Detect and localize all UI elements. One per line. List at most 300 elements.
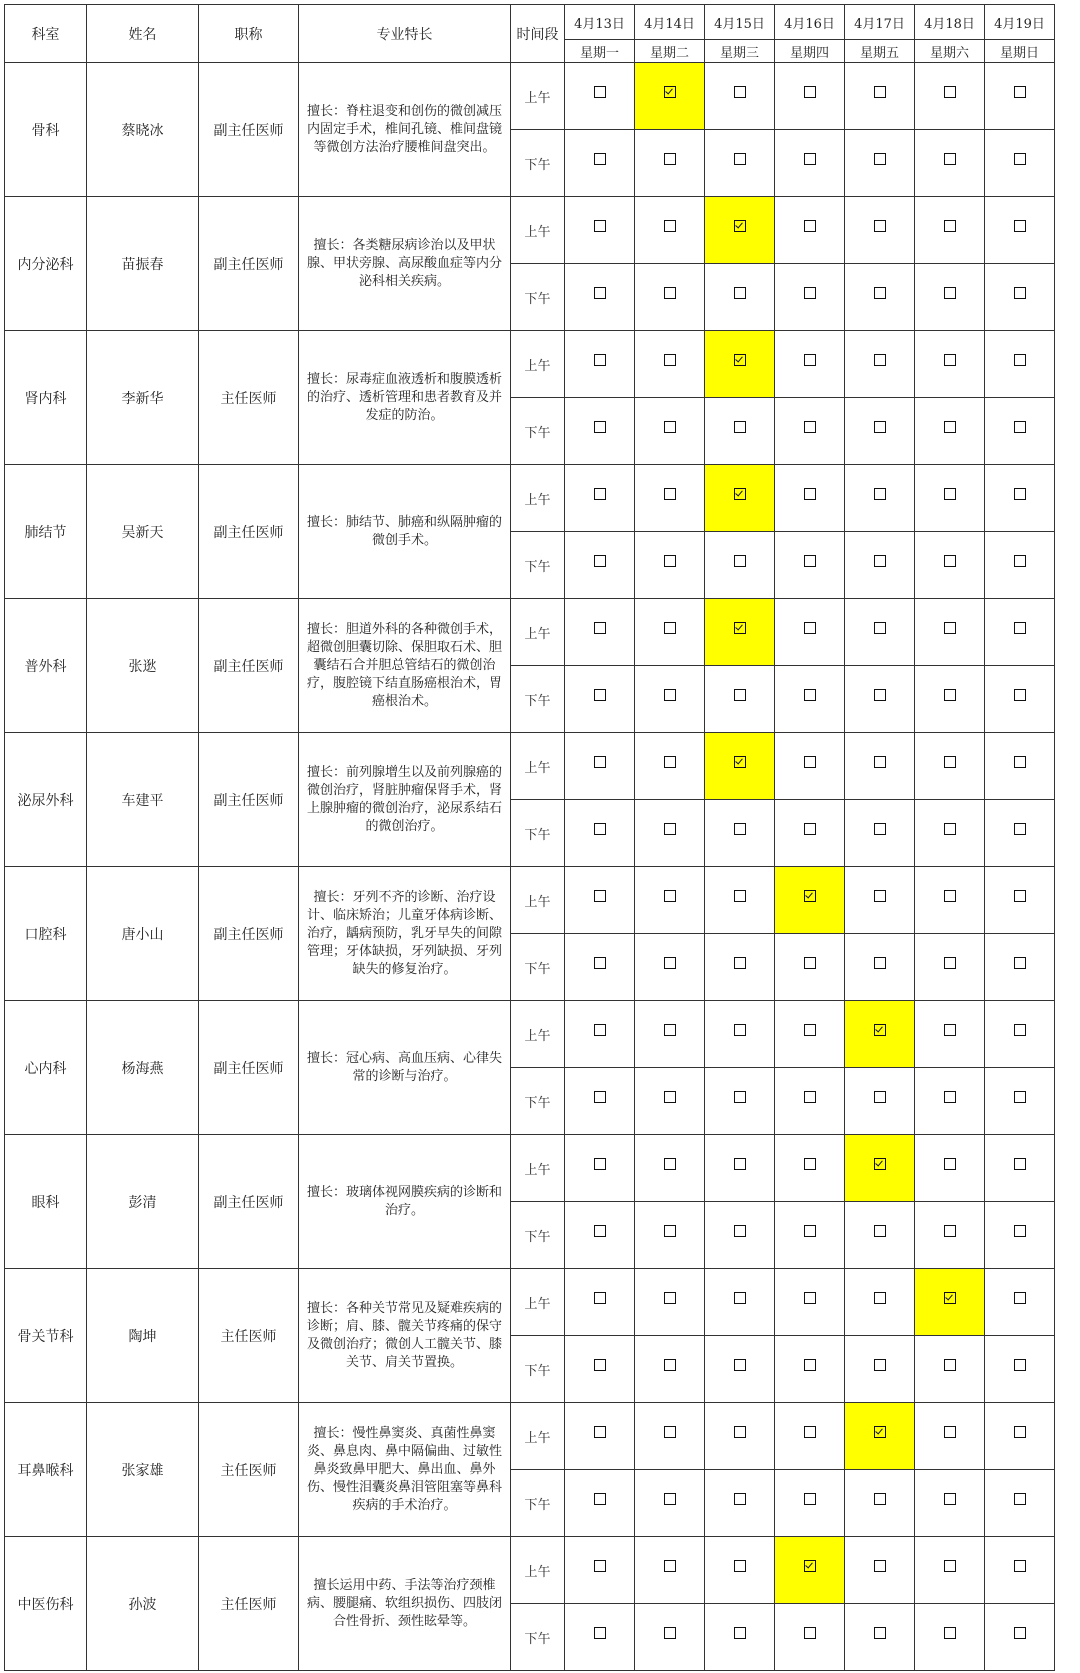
checked-box-icon[interactable] — [874, 1158, 886, 1170]
checkbox-icon[interactable] — [944, 689, 956, 701]
checkbox-icon[interactable] — [734, 153, 746, 165]
checkbox-icon[interactable] — [594, 287, 606, 299]
day-cell[interactable] — [985, 1202, 1055, 1269]
day-cell[interactable] — [915, 1135, 985, 1202]
checkbox-icon[interactable] — [594, 1024, 606, 1036]
day-cell[interactable] — [845, 1135, 915, 1202]
day-cell[interactable] — [845, 398, 915, 465]
checkbox-icon[interactable] — [734, 1627, 746, 1639]
checkbox-icon[interactable] — [874, 1560, 886, 1572]
day-cell[interactable] — [565, 1336, 635, 1403]
checkbox-icon[interactable] — [594, 957, 606, 969]
day-cell[interactable] — [565, 465, 635, 532]
checkbox-icon[interactable] — [804, 488, 816, 500]
day-cell[interactable] — [635, 1470, 705, 1537]
checkbox-icon[interactable] — [594, 488, 606, 500]
checkbox-icon[interactable] — [944, 1359, 956, 1371]
checkbox-icon[interactable] — [944, 1158, 956, 1170]
day-cell[interactable] — [985, 1604, 1055, 1671]
day-cell[interactable] — [845, 934, 915, 1001]
checkbox-icon[interactable] — [664, 957, 676, 969]
checkbox-icon[interactable] — [1014, 555, 1026, 567]
checkbox-icon[interactable] — [944, 756, 956, 768]
checked-box-icon[interactable] — [874, 1426, 886, 1438]
day-cell[interactable] — [705, 733, 775, 800]
day-cell[interactable] — [775, 465, 845, 532]
checkbox-icon[interactable] — [944, 1091, 956, 1103]
day-cell[interactable] — [915, 1403, 985, 1470]
checkbox-icon[interactable] — [804, 1426, 816, 1438]
checkbox-icon[interactable] — [594, 689, 606, 701]
checked-box-icon[interactable] — [734, 622, 746, 634]
checked-box-icon[interactable] — [734, 354, 746, 366]
day-cell[interactable] — [845, 867, 915, 934]
day-cell[interactable] — [985, 800, 1055, 867]
checkbox-icon[interactable] — [874, 1292, 886, 1304]
day-cell[interactable] — [775, 1537, 845, 1604]
checkbox-icon[interactable] — [1014, 622, 1026, 634]
checked-box-icon[interactable] — [874, 1024, 886, 1036]
checkbox-icon[interactable] — [1014, 1292, 1026, 1304]
checkbox-icon[interactable] — [734, 1158, 746, 1170]
day-cell[interactable] — [705, 1537, 775, 1604]
day-cell[interactable] — [915, 599, 985, 666]
checkbox-icon[interactable] — [594, 1091, 606, 1103]
checkbox-icon[interactable] — [944, 957, 956, 969]
checked-box-icon[interactable] — [804, 890, 816, 902]
day-cell[interactable] — [775, 1403, 845, 1470]
day-cell[interactable] — [775, 599, 845, 666]
checkbox-icon[interactable] — [804, 287, 816, 299]
checkbox-icon[interactable] — [804, 1627, 816, 1639]
day-cell[interactable] — [635, 599, 705, 666]
checkbox-icon[interactable] — [664, 1560, 676, 1572]
day-cell[interactable] — [775, 934, 845, 1001]
day-cell[interactable] — [565, 867, 635, 934]
day-cell[interactable] — [775, 264, 845, 331]
day-cell[interactable] — [705, 800, 775, 867]
day-cell[interactable] — [845, 733, 915, 800]
checkbox-icon[interactable] — [874, 287, 886, 299]
day-cell[interactable] — [635, 63, 705, 130]
day-cell[interactable] — [845, 800, 915, 867]
checkbox-icon[interactable] — [1014, 823, 1026, 835]
checkbox-icon[interactable] — [594, 421, 606, 433]
day-cell[interactable] — [635, 264, 705, 331]
checkbox-icon[interactable] — [734, 1560, 746, 1572]
day-cell[interactable] — [635, 1068, 705, 1135]
day-cell[interactable] — [705, 599, 775, 666]
day-cell[interactable] — [985, 1403, 1055, 1470]
checkbox-icon[interactable] — [874, 756, 886, 768]
day-cell[interactable] — [845, 1202, 915, 1269]
day-cell[interactable] — [775, 800, 845, 867]
day-cell[interactable] — [775, 1604, 845, 1671]
day-cell[interactable] — [775, 1336, 845, 1403]
day-cell[interactable] — [845, 197, 915, 264]
checkbox-icon[interactable] — [594, 622, 606, 634]
day-cell[interactable] — [775, 1202, 845, 1269]
checkbox-icon[interactable] — [734, 1091, 746, 1103]
day-cell[interactable] — [845, 1001, 915, 1068]
day-cell[interactable] — [635, 1202, 705, 1269]
day-cell[interactable] — [915, 264, 985, 331]
checkbox-icon[interactable] — [594, 1158, 606, 1170]
day-cell[interactable] — [915, 398, 985, 465]
checkbox-icon[interactable] — [874, 153, 886, 165]
checkbox-icon[interactable] — [664, 1493, 676, 1505]
checkbox-icon[interactable] — [734, 1292, 746, 1304]
checkbox-icon[interactable] — [594, 354, 606, 366]
day-cell[interactable] — [635, 398, 705, 465]
day-cell[interactable] — [915, 800, 985, 867]
day-cell[interactable] — [565, 1537, 635, 1604]
checkbox-icon[interactable] — [1014, 1359, 1026, 1371]
day-cell[interactable] — [915, 1604, 985, 1671]
day-cell[interactable] — [705, 1269, 775, 1336]
day-cell[interactable] — [985, 331, 1055, 398]
day-cell[interactable] — [775, 398, 845, 465]
checkbox-icon[interactable] — [1014, 421, 1026, 433]
checkbox-icon[interactable] — [664, 1627, 676, 1639]
day-cell[interactable] — [845, 1336, 915, 1403]
checkbox-icon[interactable] — [804, 622, 816, 634]
day-cell[interactable] — [635, 666, 705, 733]
checkbox-icon[interactable] — [594, 1292, 606, 1304]
day-cell[interactable] — [985, 398, 1055, 465]
checkbox-icon[interactable] — [874, 421, 886, 433]
day-cell[interactable] — [635, 1001, 705, 1068]
day-cell[interactable] — [775, 63, 845, 130]
checkbox-icon[interactable] — [734, 890, 746, 902]
checkbox-icon[interactable] — [804, 689, 816, 701]
day-cell[interactable] — [915, 1537, 985, 1604]
checkbox-icon[interactable] — [1014, 957, 1026, 969]
day-cell[interactable] — [635, 130, 705, 197]
day-cell[interactable] — [985, 197, 1055, 264]
checkbox-icon[interactable] — [734, 287, 746, 299]
day-cell[interactable] — [915, 532, 985, 599]
checkbox-icon[interactable] — [874, 86, 886, 98]
day-cell[interactable] — [915, 733, 985, 800]
checkbox-icon[interactable] — [1014, 1024, 1026, 1036]
checkbox-icon[interactable] — [664, 1225, 676, 1237]
checkbox-icon[interactable] — [664, 622, 676, 634]
day-cell[interactable] — [635, 800, 705, 867]
checkbox-icon[interactable] — [734, 1024, 746, 1036]
day-cell[interactable] — [775, 1001, 845, 1068]
checkbox-icon[interactable] — [1014, 1560, 1026, 1572]
day-cell[interactable] — [565, 666, 635, 733]
checkbox-icon[interactable] — [944, 890, 956, 902]
day-cell[interactable] — [565, 733, 635, 800]
checkbox-icon[interactable] — [664, 890, 676, 902]
checkbox-icon[interactable] — [1014, 1426, 1026, 1438]
day-cell[interactable] — [635, 867, 705, 934]
checkbox-icon[interactable] — [594, 1560, 606, 1572]
checkbox-icon[interactable] — [664, 1359, 676, 1371]
checkbox-icon[interactable] — [944, 823, 956, 835]
day-cell[interactable] — [915, 666, 985, 733]
day-cell[interactable] — [635, 733, 705, 800]
day-cell[interactable] — [705, 465, 775, 532]
day-cell[interactable] — [845, 63, 915, 130]
day-cell[interactable] — [565, 197, 635, 264]
day-cell[interactable] — [635, 465, 705, 532]
checkbox-icon[interactable] — [944, 86, 956, 98]
checkbox-icon[interactable] — [1014, 1627, 1026, 1639]
checkbox-icon[interactable] — [734, 1359, 746, 1371]
checkbox-icon[interactable] — [874, 1359, 886, 1371]
checked-box-icon[interactable] — [734, 488, 746, 500]
day-cell[interactable] — [635, 934, 705, 1001]
checkbox-icon[interactable] — [1014, 287, 1026, 299]
checkbox-icon[interactable] — [944, 1225, 956, 1237]
checkbox-icon[interactable] — [944, 354, 956, 366]
checkbox-icon[interactable] — [804, 1359, 816, 1371]
day-cell[interactable] — [915, 1336, 985, 1403]
day-cell[interactable] — [565, 1403, 635, 1470]
checked-box-icon[interactable] — [734, 756, 746, 768]
checkbox-icon[interactable] — [734, 86, 746, 98]
checkbox-icon[interactable] — [1014, 86, 1026, 98]
checkbox-icon[interactable] — [804, 220, 816, 232]
checkbox-icon[interactable] — [594, 555, 606, 567]
checkbox-icon[interactable] — [734, 957, 746, 969]
day-cell[interactable] — [775, 733, 845, 800]
checkbox-icon[interactable] — [1014, 1493, 1026, 1505]
checkbox-icon[interactable] — [804, 86, 816, 98]
checkbox-icon[interactable] — [594, 1359, 606, 1371]
day-cell[interactable] — [915, 130, 985, 197]
day-cell[interactable] — [845, 1470, 915, 1537]
day-cell[interactable] — [565, 331, 635, 398]
day-cell[interactable] — [705, 532, 775, 599]
day-cell[interactable] — [915, 197, 985, 264]
day-cell[interactable] — [635, 1403, 705, 1470]
day-cell[interactable] — [985, 599, 1055, 666]
day-cell[interactable] — [635, 1604, 705, 1671]
checkbox-icon[interactable] — [664, 1091, 676, 1103]
day-cell[interactable] — [985, 465, 1055, 532]
day-cell[interactable] — [915, 1001, 985, 1068]
day-cell[interactable] — [705, 1068, 775, 1135]
day-cell[interactable] — [565, 264, 635, 331]
checked-box-icon[interactable] — [664, 86, 676, 98]
checkbox-icon[interactable] — [944, 555, 956, 567]
checkbox-icon[interactable] — [664, 555, 676, 567]
checkbox-icon[interactable] — [804, 1024, 816, 1036]
checkbox-icon[interactable] — [594, 86, 606, 98]
day-cell[interactable] — [845, 532, 915, 599]
checkbox-icon[interactable] — [874, 957, 886, 969]
day-cell[interactable] — [565, 1604, 635, 1671]
day-cell[interactable] — [915, 1269, 985, 1336]
day-cell[interactable] — [985, 1336, 1055, 1403]
day-cell[interactable] — [775, 532, 845, 599]
checkbox-icon[interactable] — [944, 1024, 956, 1036]
day-cell[interactable] — [845, 666, 915, 733]
day-cell[interactable] — [565, 130, 635, 197]
checkbox-icon[interactable] — [944, 1426, 956, 1438]
checkbox-icon[interactable] — [664, 220, 676, 232]
day-cell[interactable] — [565, 1135, 635, 1202]
day-cell[interactable] — [845, 1269, 915, 1336]
day-cell[interactable] — [985, 1470, 1055, 1537]
day-cell[interactable] — [705, 398, 775, 465]
day-cell[interactable] — [705, 331, 775, 398]
day-cell[interactable] — [565, 1068, 635, 1135]
day-cell[interactable] — [635, 1269, 705, 1336]
checkbox-icon[interactable] — [664, 354, 676, 366]
checkbox-icon[interactable] — [944, 622, 956, 634]
checkbox-icon[interactable] — [734, 421, 746, 433]
day-cell[interactable] — [565, 1269, 635, 1336]
day-cell[interactable] — [915, 1202, 985, 1269]
checkbox-icon[interactable] — [804, 756, 816, 768]
checkbox-icon[interactable] — [734, 1426, 746, 1438]
checkbox-icon[interactable] — [874, 488, 886, 500]
checkbox-icon[interactable] — [944, 488, 956, 500]
day-cell[interactable] — [845, 331, 915, 398]
day-cell[interactable] — [775, 130, 845, 197]
checkbox-icon[interactable] — [874, 1627, 886, 1639]
day-cell[interactable] — [565, 1470, 635, 1537]
checkbox-icon[interactable] — [734, 823, 746, 835]
day-cell[interactable] — [985, 934, 1055, 1001]
checkbox-icon[interactable] — [594, 153, 606, 165]
day-cell[interactable] — [705, 666, 775, 733]
checkbox-icon[interactable] — [594, 220, 606, 232]
day-cell[interactable] — [635, 1135, 705, 1202]
checkbox-icon[interactable] — [664, 823, 676, 835]
day-cell[interactable] — [915, 867, 985, 934]
day-cell[interactable] — [985, 867, 1055, 934]
checkbox-icon[interactable] — [734, 1225, 746, 1237]
day-cell[interactable] — [705, 1470, 775, 1537]
day-cell[interactable] — [775, 867, 845, 934]
checkbox-icon[interactable] — [664, 287, 676, 299]
day-cell[interactable] — [705, 867, 775, 934]
checkbox-icon[interactable] — [804, 957, 816, 969]
checkbox-icon[interactable] — [944, 287, 956, 299]
checkbox-icon[interactable] — [734, 1493, 746, 1505]
day-cell[interactable] — [705, 130, 775, 197]
checkbox-icon[interactable] — [944, 1493, 956, 1505]
checkbox-icon[interactable] — [874, 689, 886, 701]
checkbox-icon[interactable] — [664, 1292, 676, 1304]
checkbox-icon[interactable] — [944, 220, 956, 232]
checkbox-icon[interactable] — [804, 1091, 816, 1103]
checkbox-icon[interactable] — [874, 354, 886, 366]
day-cell[interactable] — [705, 1604, 775, 1671]
checked-box-icon[interactable] — [944, 1292, 956, 1304]
checked-box-icon[interactable] — [804, 1560, 816, 1572]
day-cell[interactable] — [705, 1403, 775, 1470]
day-cell[interactable] — [635, 1336, 705, 1403]
day-cell[interactable] — [915, 63, 985, 130]
day-cell[interactable] — [705, 63, 775, 130]
checkbox-icon[interactable] — [804, 555, 816, 567]
checkbox-icon[interactable] — [594, 1493, 606, 1505]
checkbox-icon[interactable] — [874, 1091, 886, 1103]
checkbox-icon[interactable] — [874, 823, 886, 835]
day-cell[interactable] — [635, 532, 705, 599]
day-cell[interactable] — [985, 1135, 1055, 1202]
day-cell[interactable] — [985, 1537, 1055, 1604]
day-cell[interactable] — [915, 934, 985, 1001]
day-cell[interactable] — [565, 1202, 635, 1269]
checkbox-icon[interactable] — [594, 1225, 606, 1237]
checked-box-icon[interactable] — [734, 220, 746, 232]
day-cell[interactable] — [705, 1202, 775, 1269]
checkbox-icon[interactable] — [1014, 1091, 1026, 1103]
checkbox-icon[interactable] — [804, 823, 816, 835]
checkbox-icon[interactable] — [1014, 1158, 1026, 1170]
day-cell[interactable] — [845, 599, 915, 666]
day-cell[interactable] — [635, 1537, 705, 1604]
checkbox-icon[interactable] — [874, 622, 886, 634]
day-cell[interactable] — [775, 1269, 845, 1336]
checkbox-icon[interactable] — [804, 1158, 816, 1170]
checkbox-icon[interactable] — [804, 354, 816, 366]
day-cell[interactable] — [565, 934, 635, 1001]
day-cell[interactable] — [985, 532, 1055, 599]
day-cell[interactable] — [705, 1336, 775, 1403]
checkbox-icon[interactable] — [664, 421, 676, 433]
checkbox-icon[interactable] — [1014, 689, 1026, 701]
checkbox-icon[interactable] — [594, 823, 606, 835]
day-cell[interactable] — [775, 666, 845, 733]
checkbox-icon[interactable] — [594, 1627, 606, 1639]
checkbox-icon[interactable] — [664, 1426, 676, 1438]
checkbox-icon[interactable] — [664, 756, 676, 768]
day-cell[interactable] — [915, 331, 985, 398]
checkbox-icon[interactable] — [1014, 354, 1026, 366]
day-cell[interactable] — [845, 130, 915, 197]
day-cell[interactable] — [635, 331, 705, 398]
day-cell[interactable] — [985, 666, 1055, 733]
checkbox-icon[interactable] — [1014, 488, 1026, 500]
checkbox-icon[interactable] — [1014, 153, 1026, 165]
day-cell[interactable] — [985, 1269, 1055, 1336]
day-cell[interactable] — [845, 1403, 915, 1470]
checkbox-icon[interactable] — [874, 1225, 886, 1237]
day-cell[interactable] — [985, 1068, 1055, 1135]
checkbox-icon[interactable] — [874, 1493, 886, 1505]
day-cell[interactable] — [565, 63, 635, 130]
checkbox-icon[interactable] — [664, 1024, 676, 1036]
day-cell[interactable] — [775, 1135, 845, 1202]
day-cell[interactable] — [915, 1068, 985, 1135]
day-cell[interactable] — [915, 1470, 985, 1537]
checkbox-icon[interactable] — [1014, 220, 1026, 232]
day-cell[interactable] — [705, 934, 775, 1001]
checkbox-icon[interactable] — [944, 421, 956, 433]
day-cell[interactable] — [915, 465, 985, 532]
day-cell[interactable] — [565, 599, 635, 666]
day-cell[interactable] — [705, 1001, 775, 1068]
day-cell[interactable] — [775, 197, 845, 264]
day-cell[interactable] — [985, 733, 1055, 800]
day-cell[interactable] — [845, 1068, 915, 1135]
day-cell[interactable] — [775, 1068, 845, 1135]
checkbox-icon[interactable] — [874, 555, 886, 567]
day-cell[interactable] — [845, 465, 915, 532]
checkbox-icon[interactable] — [594, 890, 606, 902]
day-cell[interactable] — [985, 63, 1055, 130]
day-cell[interactable] — [845, 264, 915, 331]
